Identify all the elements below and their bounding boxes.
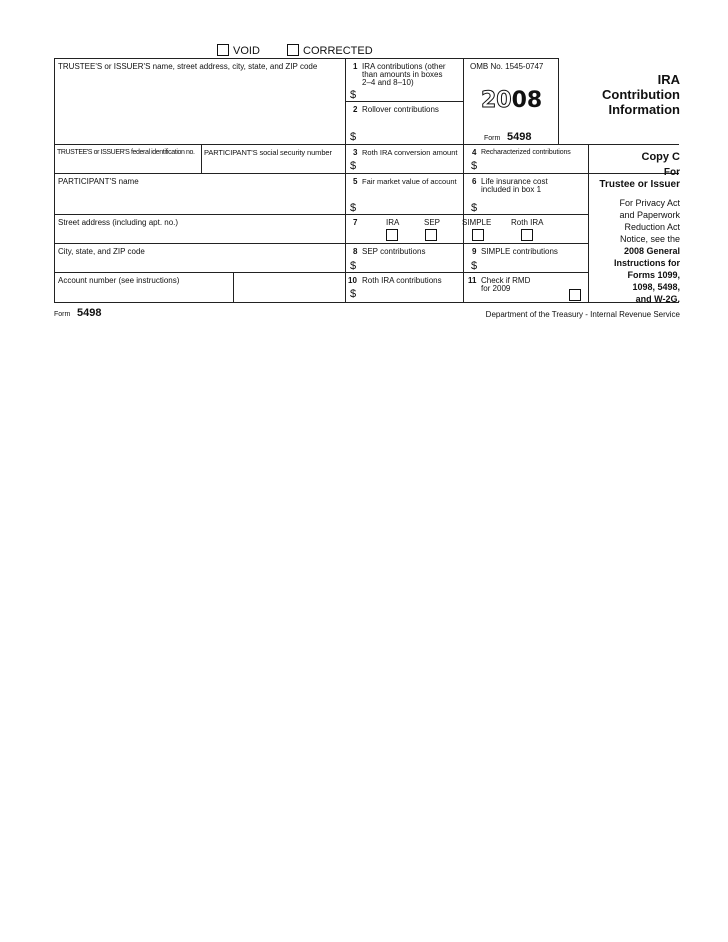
box1-dollar: $ [350, 89, 357, 101]
box7-simple-checkbox[interactable] [472, 229, 484, 241]
void-label: VOID [233, 45, 260, 57]
box6-dollar: $ [471, 202, 478, 214]
box5-number: 5 [353, 177, 358, 186]
notice-bold-line-4: 1098, 5498, [632, 282, 680, 292]
box11-rmd-checkbox[interactable] [569, 289, 581, 301]
omb-form-word: Form [484, 135, 501, 142]
box7-roth-label: Roth IRA [511, 218, 544, 227]
box7-number: 7 [353, 218, 358, 227]
account-number-label: Account number (see instructions) [58, 276, 180, 285]
box4-label: Recharacterized contributions [481, 149, 571, 156]
notice-bold-line-1: 2008 General [623, 246, 680, 256]
corrected-label: CORRECTED [303, 45, 373, 57]
participant-name-label: PARTICIPANT'S name [58, 177, 139, 186]
box10-label: Roth IRA contributions [362, 276, 442, 285]
box7-ira-label: IRA [386, 218, 400, 227]
corrected-checkbox[interactable] [287, 44, 299, 56]
omb-form-number: 5498 [507, 131, 532, 143]
box1-label-line1: IRA contributions (other [362, 62, 446, 71]
box7-sep-label: SEP [424, 218, 441, 227]
box7-sep-checkbox[interactable] [425, 229, 437, 241]
box2-label: Rollover contributions [362, 105, 439, 114]
box8-label: SEP contributions [362, 247, 426, 256]
form-title-line1: IRA [657, 72, 680, 87]
box9-label: SIMPLE contributions [481, 247, 558, 256]
footer-department: Department of the Treasury - Internal Revenue Service [485, 310, 680, 319]
tax-year-suffix: 08 [511, 88, 543, 113]
box6-label-line1: Life insurance cost [481, 177, 548, 186]
trustee-name-label: TRUSTEE'S or ISSUER'S name, street address, city, state, and ZIP code [58, 62, 318, 71]
notice-line-2: and Paperwork [619, 210, 680, 220]
box5-dollar: $ [350, 202, 357, 214]
box11-number: 11 [468, 276, 477, 285]
street-address-label: Street address (including apt. no.) [58, 218, 179, 227]
box3-label: Roth IRA conversion amount [362, 148, 458, 157]
box1-number: 1 [353, 62, 358, 71]
form-title-line3: Information [608, 102, 680, 117]
notice-bold-line-5: and W-2G. [635, 294, 680, 304]
box2-number: 2 [353, 105, 358, 114]
notice-line-4: Notice, see the [619, 234, 680, 244]
omb-number: OMB No. 1545-0747 [470, 62, 544, 71]
box7-ira-checkbox[interactable] [386, 229, 398, 241]
box11-label-line1: Check if RMD [481, 276, 531, 285]
copy-for-label: For [663, 167, 680, 178]
box1-label-line2: than amounts in boxes [362, 70, 443, 79]
box3-dollar: $ [350, 160, 357, 172]
box8-dollar: $ [350, 260, 357, 272]
form-title-line2: Contribution [602, 87, 680, 102]
copy-label: Copy C [641, 151, 680, 163]
box10-number: 10 [348, 276, 357, 285]
city-state-zip-label: City, state, and ZIP code [58, 247, 145, 256]
notice-line-1: For Privacy Act [619, 198, 680, 208]
box9-number: 9 [472, 247, 477, 256]
tax-year-prefix: 20 [481, 88, 512, 113]
void-checkbox[interactable] [217, 44, 229, 56]
notice-line-3: Reduction Act [624, 222, 680, 232]
box11-label-line2: for 2009 [481, 284, 511, 293]
notice-bold-line-3: Forms 1099, [627, 270, 680, 280]
box8-number: 8 [353, 247, 358, 256]
box6-number: 6 [472, 177, 477, 186]
box9-dollar: $ [471, 260, 478, 272]
box10-dollar: $ [350, 288, 357, 300]
box6-label-line2: included in box 1 [481, 185, 542, 194]
box7-simple-label: SIMPLE [462, 218, 492, 227]
trustee-id-label: TRUSTEE'S or ISSUER'S federal identification no. [57, 149, 195, 156]
box2-dollar: $ [350, 131, 357, 143]
box4-number: 4 [472, 148, 477, 157]
box1-label-line3: 2–4 and 8–10) [362, 78, 414, 87]
participant-ssn-label: PARTICIPANT'S social security number [204, 148, 332, 157]
tax-year [481, 89, 542, 113]
box3-number: 3 [353, 148, 358, 157]
box7-roth-checkbox[interactable] [521, 229, 533, 241]
box4-dollar: $ [471, 160, 478, 172]
footer-form-number: 5498 [77, 307, 102, 319]
box5-label: Fair market value of account [362, 177, 457, 186]
notice-bold-line-2: Instructions for [613, 258, 680, 268]
footer-form-word: Form [54, 311, 71, 318]
copy-recipient: Trustee or Issuer [599, 179, 680, 190]
